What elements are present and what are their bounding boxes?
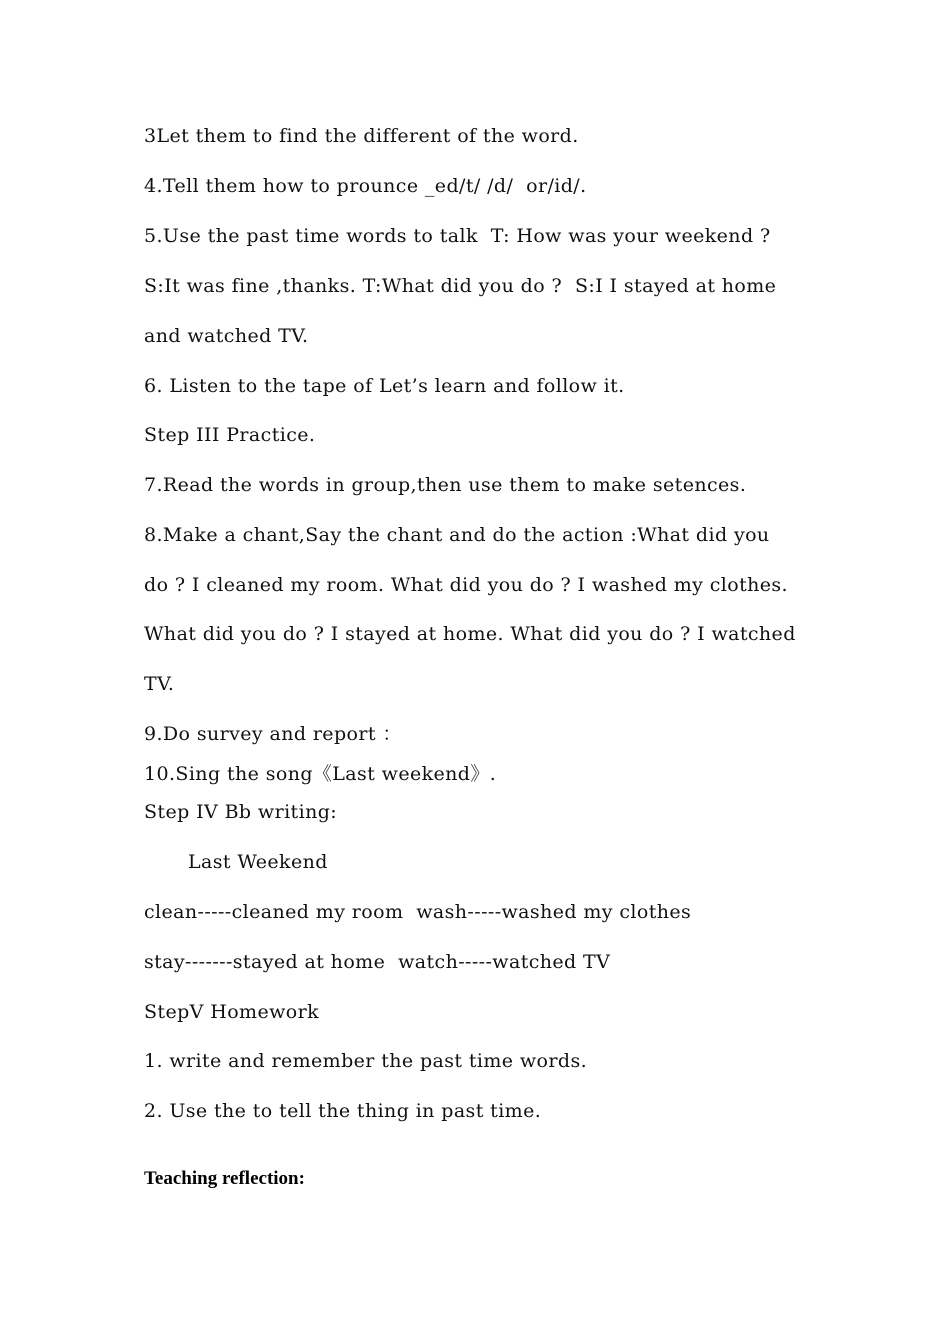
text-line-step-7: 7.Read the words in group,then use them to make setences. <box>144 474 747 496</box>
teaching-reflection-heading: Teaching reflection: <box>144 1168 305 1189</box>
text-line-chant-2: What did you do ? I stayed at home. What did you do ? I watched <box>144 623 796 645</box>
text-line-step-6: 6. Listen to the tape of Let’s learn and follow it. <box>144 375 625 397</box>
text-line-step-3: 3Let them to find the different of the word. <box>144 125 579 147</box>
board-title: Last Weekend <box>188 851 328 873</box>
text-line-step-8: 8.Make a chant,Say the chant and do the action :What did you <box>144 524 770 546</box>
text-line-dialogue: S:It was fine ,thanks. T:What did you do ? S:I I stayed at home <box>144 275 777 297</box>
text-line-chant-end: TV. <box>144 673 175 695</box>
homework-item-2: 2. Use the to tell the thing in past time. <box>144 1100 542 1122</box>
section-heading-practice: Step III Practice. <box>144 424 316 446</box>
board-line-1: clean-----cleaned my room wash-----washed my clothes <box>144 901 692 923</box>
board-line-2: stay-------stayed at home watch-----watched TV <box>144 951 611 973</box>
text-line-step-10: 10.Sing the song《Last weekend》. <box>144 763 497 785</box>
text-line-step-9: 9.Do survey and report ： <box>144 723 402 745</box>
text-line-chant-1: do ? I cleaned my room. What did you do ? I washed my clothes. <box>144 574 788 596</box>
text-line-step-4: 4.Tell them how to prounce _ed/t/ /d/ or/id/. <box>144 175 587 197</box>
homework-item-1: 1. write and remember the past time words. <box>144 1050 588 1072</box>
section-heading-bb-writing: Step IV Bb writing: <box>144 801 338 823</box>
text-line-dialogue-end: and watched TV. <box>144 325 309 347</box>
section-heading-homework: StepV Homework <box>144 1001 319 1023</box>
text-line-step-5: 5.Use the past time words to talk T: How was your weekend ? <box>144 225 771 247</box>
